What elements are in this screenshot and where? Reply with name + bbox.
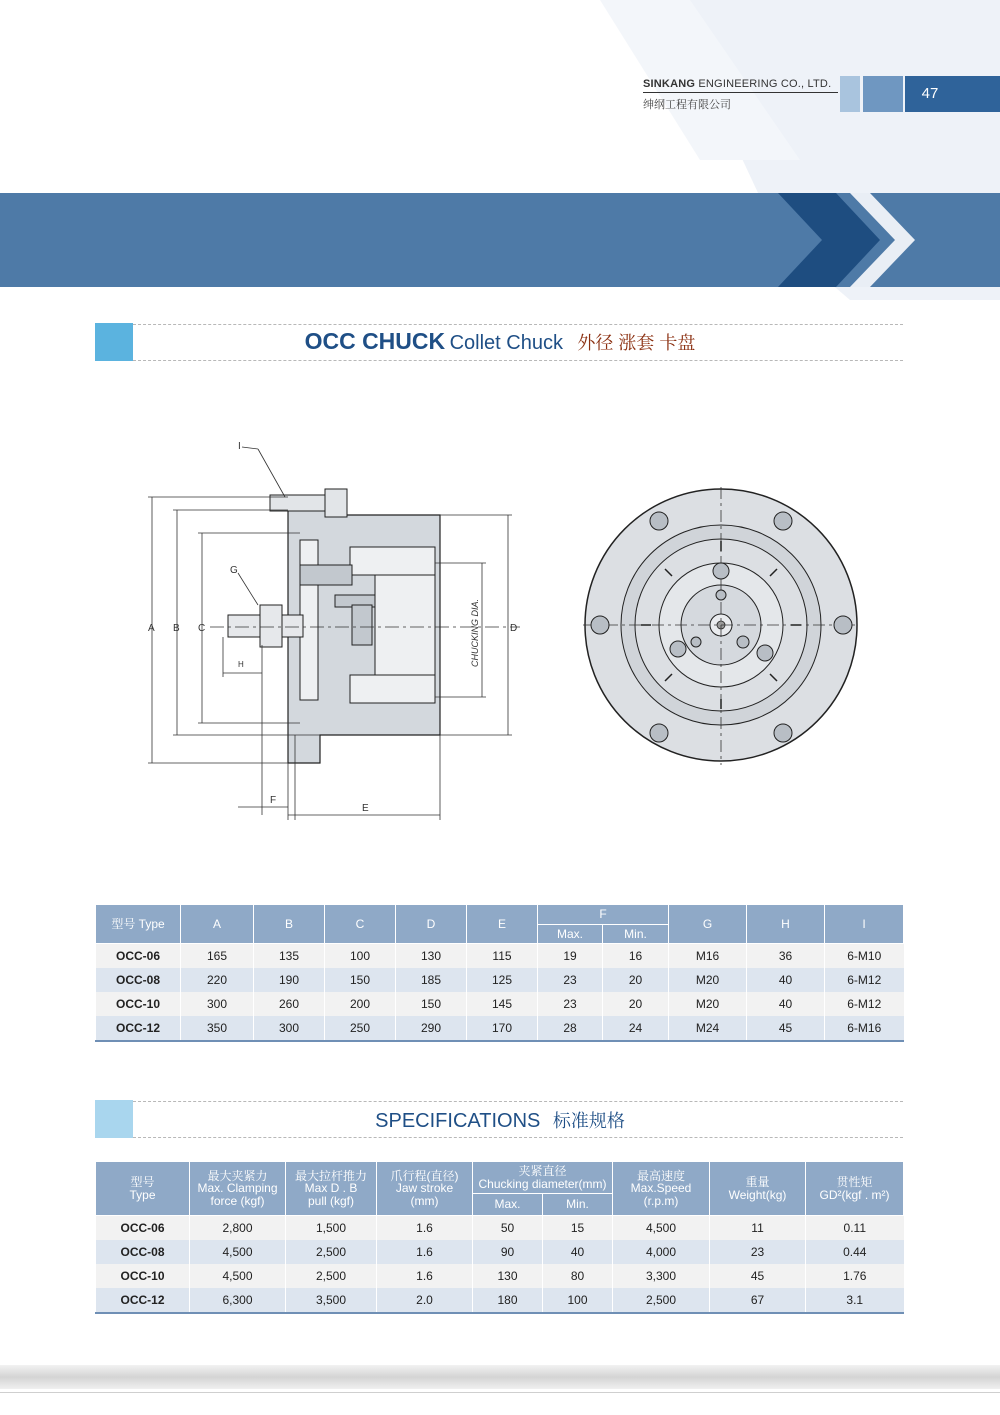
table-cell: 45 (747, 1016, 825, 1041)
header-square-mid (863, 76, 903, 112)
table-cell: 24 (603, 1016, 669, 1041)
company-name: SINKANG ENGINEERING CO., LTD. (643, 78, 832, 90)
table-cell: 3,300 (613, 1264, 710, 1288)
header-b: B (254, 905, 325, 944)
dim-label-e: E (362, 803, 369, 814)
table-cell: 19 (538, 944, 603, 969)
spec-header-diameter: 夹紧直径 Chucking diameter(mm) (473, 1162, 613, 1194)
model-cell: OCC-08 (96, 968, 181, 992)
table-cell: 145 (467, 992, 538, 1016)
table-cell: 290 (396, 1016, 467, 1041)
chuck-front-view-drawing (583, 477, 863, 767)
spec-divider-bottom (133, 1137, 903, 1138)
table-cell: 300 (254, 1016, 325, 1041)
header-i: I (825, 905, 904, 944)
model-cell: OCC-10 (96, 1264, 190, 1288)
table-cell: M24 (669, 1016, 747, 1041)
model-cell: OCC-06 (96, 944, 181, 969)
table-cell: 16 (603, 944, 669, 969)
table-cell: 23 (538, 968, 603, 992)
table-cell: 15 (543, 1216, 613, 1241)
header-g: G (669, 905, 747, 944)
table-cell: 130 (473, 1264, 543, 1288)
table-cell: 6-M10 (825, 944, 904, 969)
section-divider-top (133, 324, 903, 325)
page-title: OCC CHUCK Collet Chuck 外径 涨套 卡盘 (304, 328, 696, 354)
table-cell: 28 (538, 1016, 603, 1041)
table-cell: 6-M12 (825, 968, 904, 992)
footer-band (0, 1365, 1000, 1389)
table-cell: 0.44 (806, 1240, 904, 1264)
table-cell: 130 (396, 944, 467, 969)
table-cell: 2,800 (190, 1216, 286, 1241)
spec-divider-top (133, 1101, 903, 1102)
dim-label-h: H (238, 660, 244, 669)
table-cell: 190 (254, 968, 325, 992)
spec-header-stroke: 爪行程(直径) Jaw stroke (mm) (377, 1162, 473, 1216)
spec-header-speed: 最高速度 Max.Speed (r.p.m) (613, 1162, 710, 1216)
table-cell: 2,500 (613, 1288, 710, 1313)
table-cell: 350 (181, 1016, 254, 1041)
table-cell: 2.0 (377, 1288, 473, 1313)
table-row (96, 1216, 904, 1241)
table-cell: 0.11 (806, 1216, 904, 1241)
table-row (96, 1264, 904, 1288)
table-cell: 100 (325, 944, 396, 969)
table-cell: 1.6 (377, 1216, 473, 1241)
spec-header-dia-min: Min. (543, 1194, 613, 1216)
table-cell: 2,500 (286, 1240, 377, 1264)
table-cell: 67 (710, 1288, 806, 1313)
dimensions-table-body (96, 944, 904, 1042)
table-cell: 23 (710, 1240, 806, 1264)
dim-label-d: D (510, 623, 518, 634)
table-cell: 6-M12 (825, 992, 904, 1016)
table-cell: 170 (467, 1016, 538, 1041)
table-cell: 150 (396, 992, 467, 1016)
spec-title: SPECIFICATIONS 标准规格 (375, 1110, 625, 1132)
table-cell: 45 (710, 1264, 806, 1288)
header-background (0, 0, 1000, 300)
table-cell: 3.1 (806, 1288, 904, 1313)
table-row (96, 1016, 904, 1041)
dimensions-table (95, 904, 904, 1042)
table-cell: 4,000 (613, 1240, 710, 1264)
table-cell: 180 (473, 1288, 543, 1313)
table-cell: 115 (467, 944, 538, 969)
header-f: F (538, 905, 669, 925)
table-cell: 2,500 (286, 1264, 377, 1288)
table-cell: 300 (181, 992, 254, 1016)
table-row (96, 944, 904, 969)
model-cell: OCC-12 (96, 1016, 181, 1041)
footer-rule (0, 1392, 1000, 1393)
spec-header-dia-max: Max. (473, 1194, 543, 1216)
table-cell: 40 (747, 992, 825, 1016)
table-cell: 1.6 (377, 1240, 473, 1264)
table-cell: 11 (710, 1216, 806, 1241)
table-cell: 1.76 (806, 1264, 904, 1288)
header-e: E (467, 905, 538, 944)
table-cell: 20 (603, 968, 669, 992)
table-cell: 1,500 (286, 1216, 377, 1241)
spec-header-type: 型号 Type (96, 1162, 190, 1216)
model-cell: OCC-08 (96, 1240, 190, 1264)
model-cell: OCC-10 (96, 992, 181, 1016)
table-cell: 150 (325, 968, 396, 992)
table-cell: M20 (669, 968, 747, 992)
table-cell: 250 (325, 1016, 396, 1041)
spec-header-weight: 重量 Weight(kg) (710, 1162, 806, 1216)
table-cell: 80 (543, 1264, 613, 1288)
header-type: 型号 Type (96, 905, 181, 944)
spec-header-inertia: 贯性矩 GD²(kgf . m²) (806, 1162, 904, 1216)
table-cell: 6,300 (190, 1288, 286, 1313)
dim-label-i: I (238, 441, 241, 452)
table-cell: M20 (669, 992, 747, 1016)
dim-label-a: A (148, 623, 155, 634)
table-cell: 3,500 (286, 1288, 377, 1313)
table-cell: 4,500 (190, 1264, 286, 1288)
chucking-dia-label: CHUCKING DIA. (470, 598, 480, 667)
header-f-min: Min. (603, 925, 669, 944)
company-name-cn: 绅纲工程有限公司 (643, 98, 731, 111)
dim-label-c: C (198, 623, 206, 634)
table-cell: 1.6 (377, 1264, 473, 1288)
header-c: C (325, 905, 396, 944)
model-cell: OCC-12 (96, 1288, 190, 1313)
chuck-side-view-drawing (130, 435, 530, 825)
company-underline (643, 92, 838, 93)
dim-label-f: F (270, 795, 277, 806)
table-cell: 4,500 (190, 1240, 286, 1264)
table-cell: M16 (669, 944, 747, 969)
table-cell: 125 (467, 968, 538, 992)
header-d: D (396, 905, 467, 944)
table-cell: 260 (254, 992, 325, 1016)
specifications-table (95, 1161, 904, 1314)
table-cell: 40 (543, 1240, 613, 1264)
table-cell: 200 (325, 992, 396, 1016)
table-row (96, 1240, 904, 1264)
header-a: A (181, 905, 254, 944)
header-h: H (747, 905, 825, 944)
table-cell: 100 (543, 1288, 613, 1313)
table-cell: 185 (396, 968, 467, 992)
spec-header-pull: 最大拉杆推力 Max D . B pull (kgf) (286, 1162, 377, 1216)
dim-label-g: G (230, 565, 238, 576)
table-cell: 6-M16 (825, 1016, 904, 1041)
model-cell: OCC-06 (96, 1216, 190, 1241)
table-cell: 4,500 (613, 1216, 710, 1241)
table-cell: 23 (538, 992, 603, 1016)
table-row (96, 992, 904, 1016)
section-divider-bottom (133, 360, 903, 361)
spec-header-clamping: 最大夹紧力 Max. Clamping force (kgf) (190, 1162, 286, 1216)
table-cell: 36 (747, 944, 825, 969)
table-cell: 50 (473, 1216, 543, 1241)
table-row (96, 1288, 904, 1313)
table-cell: 220 (181, 968, 254, 992)
table-cell: 135 (254, 944, 325, 969)
header-f-max: Max. (538, 925, 603, 944)
page-number: 47 (921, 85, 939, 102)
specifications-table-body (96, 1216, 904, 1314)
header-square-light (840, 76, 860, 112)
table-cell: 20 (603, 992, 669, 1016)
table-cell: 40 (747, 968, 825, 992)
table-cell: 90 (473, 1240, 543, 1264)
dim-label-b: B (173, 623, 180, 634)
table-cell: 165 (181, 944, 254, 969)
table-row (96, 968, 904, 992)
